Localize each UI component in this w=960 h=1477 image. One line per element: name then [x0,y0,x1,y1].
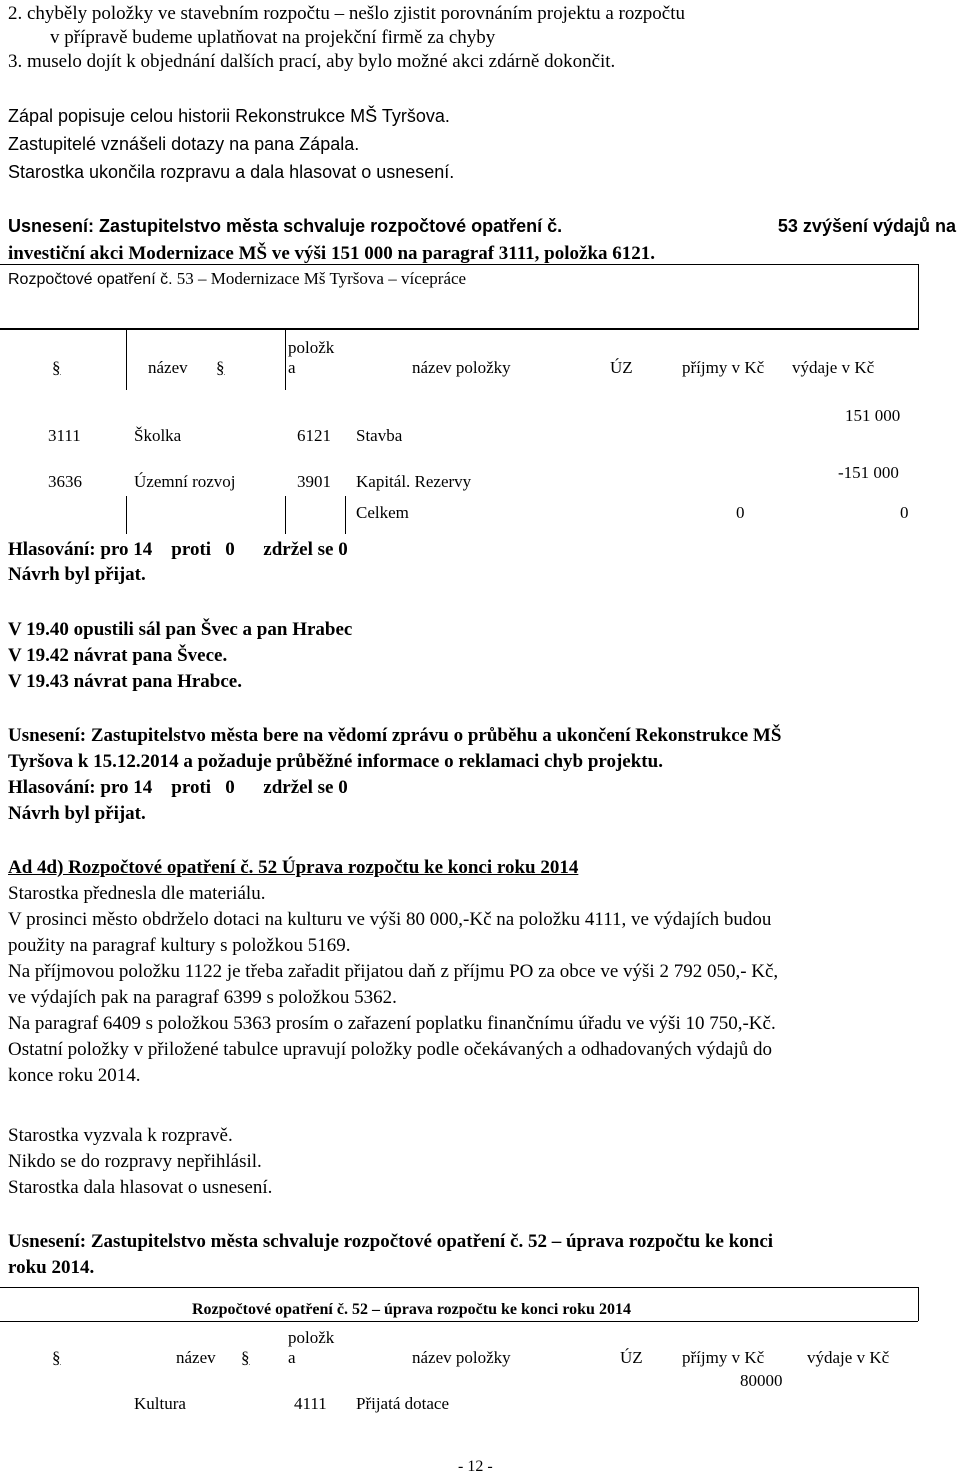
table-2-header-section: § [241,1348,250,1367]
section-line: Starostka přednesla dle materiálu. [8,883,266,904]
paragraph-1: Zápal popisuje celou historii Rekonstrukce MŠ Tyršova. [8,106,450,126]
section-line: Na paragraf 6409 s položkou 5363 prosím o zařazení poplatku finančnímu úřadu ve výši 10 750,-Kč. [8,1013,776,1034]
table-1-rule [0,328,918,329]
resolution-1-right: 53 zvýšení výdajů na [777,216,956,236]
vote-1-result: Návrh byl přijat. [8,564,146,585]
paragraph-3: Starostka ukončila rozpravu a dala hlasovat o usnesení. [8,162,455,182]
section-line: Nikdo se do rozpravy nepřihlásil. [8,1151,262,1172]
resolution-1-left: Usnesení: Zastupitelstvo města schvaluje rozpočtové opatření č. [8,216,563,236]
table-2-header-item-name: název položky [412,1348,511,1367]
section-line: konce roku 2014. [8,1065,141,1086]
resolution-1-line1 [8,214,956,238]
section-heading: Ad 4d) Rozpočtové opatření č. 52 Úprava rozpočtu ke konci roku 2014 [8,857,579,878]
table-2-row-1-item-name: Přijatá dotace [356,1394,449,1413]
table-1-title-bold: Rozpočtové opatření č. [8,271,173,288]
list-item-3: 3. muselo dojít k objednání dalších prací, aby bylo možné akci zdárně dokončit. [8,51,616,72]
section-line: Starostka vyzvala k rozpravě. [8,1125,233,1146]
resolution-2-line1: Usnesení: Zastupitelstvo města bere na vědomí zprávu o průběhu a ukončení Rekonstrukce MŠ [8,725,782,746]
table-2-row-1-name: Kultura [134,1394,186,1413]
table-1-row-1-item: 6121 [297,426,331,445]
table-1-title [8,269,466,290]
table-1-row-2-par: 3636 [48,472,82,491]
table-1-row-1-name: Školka [134,426,182,445]
event-1: V 19.40 opustili sál pan Švec a pan Hrabec [8,619,353,640]
table-1-header-name: název [148,358,188,377]
table-2-rule [0,1287,918,1288]
table-2-row-1-item: 4111 [294,1394,327,1413]
section-line: Na příjmovou položku 1122 je třeba zařadit přijatou daň z příjmu PO za obce ve výši 2 792 050,- Kč, [8,961,779,982]
table-2-header-name: název [176,1348,216,1367]
table-2-header-income: příjmy v Kč [682,1348,765,1367]
table-1-total-expense: 0 [900,503,909,522]
table-1-divider [345,496,346,534]
table-1-row-1-expense: 151 000 [845,406,901,425]
table-2-row-1-income: 80000 [740,1371,783,1390]
table-1-header-expense: výdaje v Kč [792,358,875,377]
table-2-header-item-bottom: a [288,1348,296,1367]
table-1-row-2-item: 3901 [297,472,331,491]
vote-2: Hlasování: pro 14 proti 0 zdržel se 0 [8,777,348,798]
table-2-title: Rozpočtové opatření č. 52 – úprava rozpočtu ke konci roku 2014 [192,1301,631,1318]
table-2-rule [0,1321,918,1322]
table-1-header-income: příjmy v Kč [682,358,765,377]
table-2-header-expense: výdaje v Kč [807,1348,890,1367]
table-1-row-2-name: Územní rozvoj [134,472,236,491]
table-1-header-paragraph: § [52,358,61,377]
table-1-header-uz: ÚZ [610,358,633,377]
table-1-divider [285,328,286,390]
table-1-header-item-top: položk [288,338,335,357]
table-2-header-item-top: položk [288,1328,335,1347]
section-line: použity na paragraf kultury s položkou 5169. [8,935,351,956]
vote-2-result: Návrh byl přijat. [8,803,146,824]
section-line: Starostka dala hlasovat o usnesení. [8,1177,273,1198]
table-1-total-income: 0 [736,503,745,522]
table-2-header-paragraph: § [52,1348,61,1367]
list-item-2-line2: v přípravě budeme uplatňovat na projekční firmě za chyby [50,27,496,48]
section-line: Ostatní položky v přiložené tabulce upravují položky podle očekávaných a odhadovaných výdajů do [8,1039,772,1060]
table-1-header-section: § [216,358,225,377]
resolution-3-line2: roku 2014. [8,1257,95,1278]
table-1-row-2-expense: -151 000 [838,463,899,482]
event-3: V 19.43 návrat pana Hrabce. [8,671,242,692]
table-1-total-label: Celkem [356,503,409,522]
paragraph-2: Zastupitelé vznášeli dotazy na pana Zápala. [8,134,360,154]
vote-1: Hlasování: pro 14 proti 0 zdržel se 0 [8,539,348,560]
table-1-row-1-item-name: Stavba [356,426,403,445]
table-1-header-item-bottom: a [288,358,296,377]
list-item-2-line1: 2. chyběly položky ve stavebním rozpočtu – nešlo zjistit porovnáním projektu a rozpočtu [8,3,685,24]
resolution-3-line1: Usnesení: Zastupitelstvo města schvaluje rozpočtové opatření č. 52 – úprava rozpočtu ke konci [8,1231,774,1252]
event-2: V 19.42 návrat pana Švece. [8,645,228,666]
table-1-divider [285,496,286,534]
resolution-2-line2: Tyršova k 15.12.2014 a požaduje průběžné informace o reklamaci chyb projektu. [8,751,663,772]
page-number: - 12 - [458,1458,493,1475]
resolution-1-line2: investiční akci Modernizace MŠ ve výši 151 000 na paragraf 3111, položka 6121. [8,243,656,264]
table-1-title-rest: 53 – Modernizace Mš Tyršova – vícepráce [172,269,467,288]
table-1-row-2-item-name: Kapitál. Rezervy [356,472,472,491]
table-1-divider [126,496,127,534]
table-2-header-uz: ÚZ [620,1348,643,1367]
table-1-row-1-par: 3111 [48,426,81,445]
section-line: ve výdajích pak na paragraf 6399 s položkou 5362. [8,987,397,1008]
section-line: V prosinci město obdrželo dotaci na kulturu ve výši 80 000,-Kč na položku 4111, ve výdajích budou [8,909,772,930]
table-1-divider [126,328,127,390]
table-2-divider [918,1287,919,1321]
table-1-header-item-name: název položky [412,358,511,377]
